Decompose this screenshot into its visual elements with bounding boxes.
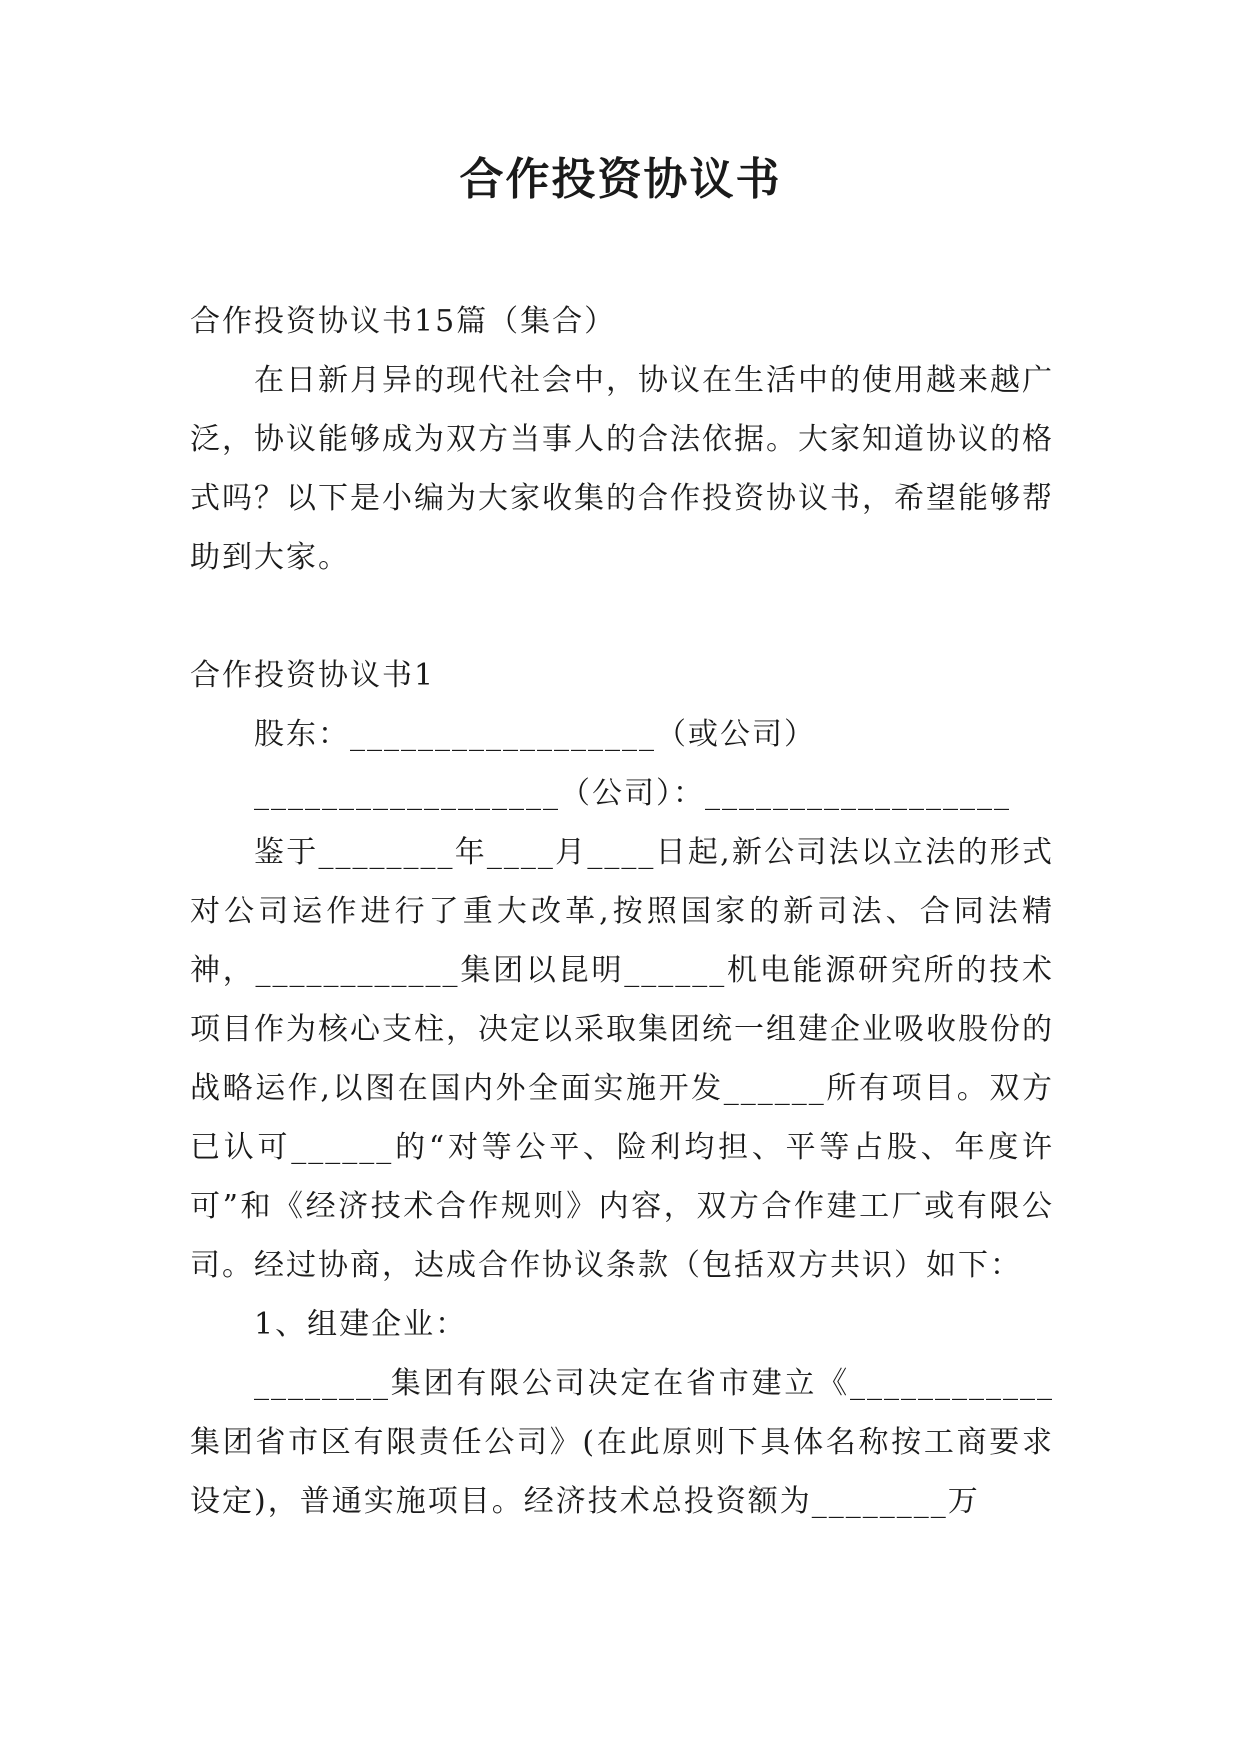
shareholder-line: 股东：__________________（或公司） — [254, 717, 816, 752]
document-title: 合作投资协议书 — [459, 154, 782, 205]
clause-heading: 1、组建企业： — [254, 1307, 468, 1342]
clause-paragraph: ________集团有限公司决定在省市建立《____________集团省市区有限责任公司》(在此原则下具体名称按工商要求设定)，普通实施项目。经济技术总投资额为________万 — [190, 1366, 1054, 1519]
section-heading: 合作投资协议书1 — [190, 658, 436, 693]
document-body — [190, 292, 1054, 1531]
document-subtitle: 合作投资协议书15篇（集合） — [190, 304, 617, 339]
company-line: __________________（公司）：__________________ — [254, 776, 1011, 811]
intro-paragraph: 在日新月异的现代社会中，协议在生活中的使用越来越广泛，协议能够成为双方当事人的合法依据。大家知道协议的格式吗？以下是小编为大家收集的合作投资协议书，希望能够帮助到大家。 — [190, 363, 1054, 575]
agreement-paragraph: 鉴于________年____月____日起,新公司法以立法的形式对公司运作进行了重大改革,按照国家的新司法、合同法精神，____________集团以昆明______机电能源研究所的技术项目作为核心支柱，决定以采取集团统一组建企业吸收股份的战略运作,以图在国内外全面实施开发______所有项目。双方已认可______的“对等公平、险利均担、平等占股、年度许可”和《经济技术合作规则》内容，双方合作建工厂或有限公司。经过协商，达成合作协议条款（包括双方共识）如下： — [190, 835, 1054, 1283]
